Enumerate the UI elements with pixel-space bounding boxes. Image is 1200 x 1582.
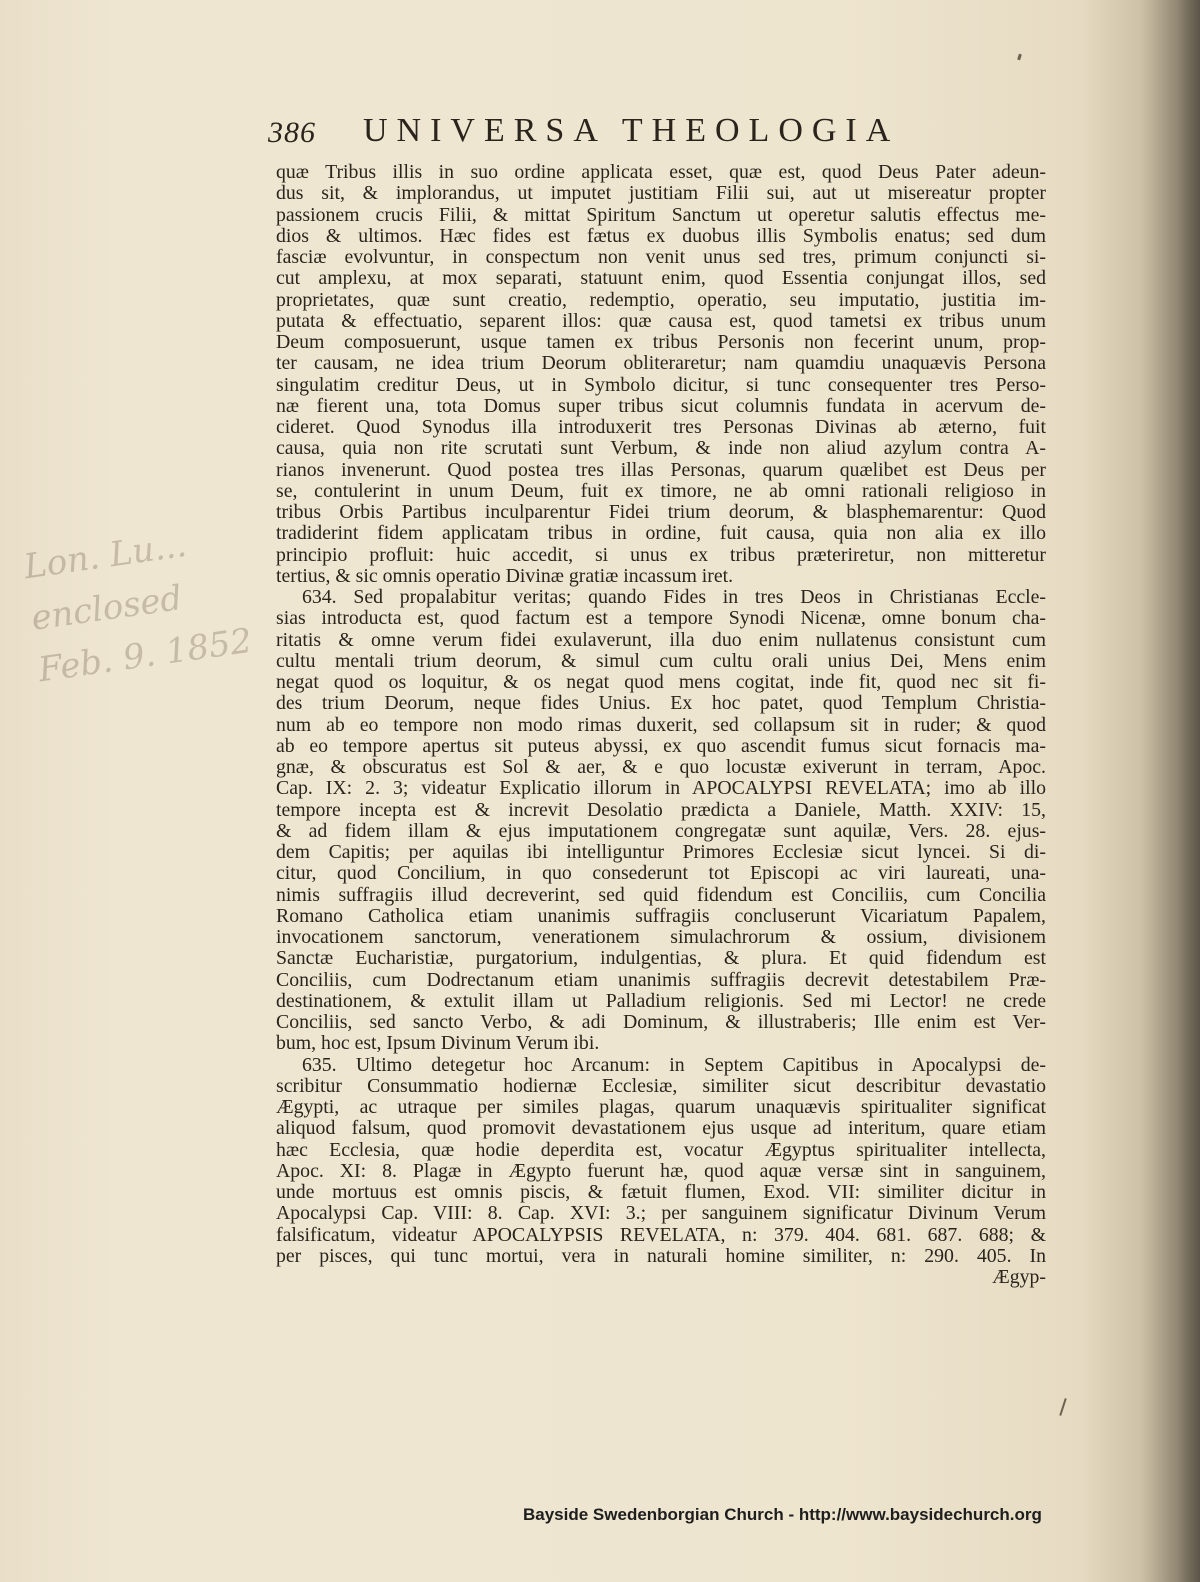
- text-line: singulatim creditur Deus, ut in Symbolo dicitur, si tunc consequenter tres Perso-: [276, 374, 1046, 396]
- text-line: quæ Tribus illis in suo ordine applicata esset, quæ est, quod Deus Pater adeun-: [276, 162, 1046, 183]
- text-line: dem Capitis; per aquilas ibi intelliguntur Primores Ecclesiæ sicut lyncei. Si di-: [276, 842, 1046, 863]
- stray-ink-mark: [1059, 1398, 1066, 1416]
- margin-note-line: enclosed: [28, 578, 185, 639]
- text-line: bum, hoc est, Ipsum Divinum Verum ibi.: [276, 1033, 600, 1055]
- text-line: destinationem, & extulit illam ut Palladium religionis. Sed mi Lector! ne crede: [276, 990, 1046, 1012]
- paragraph-start-635: 635. Ultimo detegetur hoc Arcanum: in Septem Capitibus in Apocalypsi de-: [302, 1054, 1046, 1076]
- text-line: Apoc. XI: 8. Plagæ in Ægypto fuerunt hæ, quod aquæ versæ sint in sanguinem,: [276, 1160, 1046, 1182]
- text-line: Ægypti, ac utraque per similes plagas, quarum unaquævis spiritualiter significat: [276, 1097, 1046, 1118]
- text-line: aliquod falsum, quod promovit devastationem ejus usque ad interitum, quare etiam: [276, 1118, 1046, 1140]
- body-text: [276, 162, 1046, 1288]
- margin-note-line: Feb. 9. 1852: [35, 620, 255, 691]
- text-line: invocationem sanctorum, venerationem simulachrorum & ossium, divisionem: [276, 927, 1046, 948]
- text-line: rianos invenerunt. Quod postea tres illas Personas, quarum quælibet est Deus per: [276, 459, 1046, 481]
- text-line: tribus Orbis Partibus inculparentur Fidei trium deorum, & blasphemarentur: Quod: [276, 502, 1046, 523]
- stray-ink-mark: [1017, 54, 1022, 61]
- text-line: Conciliis, cum Dodrectanum etiam unanimis suffragiis decrevit detestabilem Præ-: [276, 969, 1046, 991]
- text-line: tempore incepta est & increvit Desolatio prædicta a Daniele, Matth. XXIV: 15,: [276, 799, 1046, 821]
- text-line: se, contulerint in unum Deum, fuit ex timore, ne ab omni rationali religioso in: [276, 480, 1046, 502]
- text-line: passionem crucis Filii, & mittat Spiritum Sanctum ut operetur salutis effectus me-: [276, 204, 1046, 226]
- text-line: ter causam, ne idea trium Deorum obliteraretur; nam quamdiu unaquævis Persona: [276, 353, 1046, 375]
- page-number: 386: [268, 116, 316, 149]
- text-line: gnæ, & obscuratus est Sol & aer, & e quo locustæ exiverunt in terram, Apoc.: [276, 757, 1046, 778]
- text-line: tertius, & sic omnis operatio Divinæ gratiæ incassum iret.: [276, 565, 734, 587]
- text-line: fasciæ evolvuntur, in conspectum non venit unus sed tres, primum conjuncti si-: [276, 247, 1046, 268]
- text-line: principio profluit: huic accedit, si unus ex tribus præteriretur, non mitteretur: [276, 544, 1046, 566]
- text-line: hæc Ecclesia, quæ hodie deperdita est, vocatur Ægyptus spiritualiter intellecta,: [276, 1139, 1046, 1161]
- text-line: putata & effectuatio, separent illos: quæ causa est, quod tametsi ex tribus unum: [276, 310, 1046, 332]
- text-line: Apocalypsi Cap. VIII: 8. Cap. XVI: 3.; per sanguinem significatur Divinum Verum: [276, 1203, 1046, 1225]
- margin-note-line: Lon. Lu...: [21, 524, 189, 588]
- paragraph-start-634: 634. Sed propalabitur veritas; quando Fides in tres Deos in Christianas Eccle-: [302, 587, 1046, 608]
- page-header: [268, 112, 958, 152]
- text-line: ritatis & omne verum fidei exulaverunt, illa duo enim nullatenus consistunt cum: [276, 629, 1046, 651]
- text-line: falsificatum, videatur APOCALYPSIS REVELATA, n: 379. 404. 681. 687. 688; &: [276, 1224, 1046, 1246]
- running-title: UNIVERSA THEOLOGIA: [363, 112, 900, 149]
- text-line: cideret. Quod Synodus illa introduxerit tres Personas Divinas ab æterno, fuit: [276, 417, 1046, 438]
- text-line: proprietates, quæ sunt creatio, redemptio, operatio, seu imputatio, justitia im-: [276, 289, 1046, 311]
- handwritten-margin-note: [21, 510, 270, 691]
- text-line: cultu mentali trium deorum, & simul cum cultu orali unius Dei, Mens enim: [276, 650, 1046, 672]
- text-line: unde mortuus est omnis piscis, & fætuit flumen, Exod. VII: similiter dicitur in: [276, 1182, 1046, 1203]
- text-line: ab eo tempore apertus sit puteus abyssi, ex quo ascendit fumus sicut fornacis ma-: [276, 735, 1046, 757]
- text-line: Sanctæ Eucharistiæ, purgatorium, indulgentias, & plura. Et quid fidendum est: [276, 948, 1046, 970]
- text-line: negat quod os loquitur, & os negat quod mens cogitat, inde fit, quod nec sit fi-: [276, 672, 1046, 693]
- text-line: citur, quod Concilium, in quo consederunt tot Episcopi ac viri laureati, una-: [276, 863, 1046, 885]
- text-line: cut amplexu, at mox separati, statuunt enim, quod Essentia conjungat illos, sed: [276, 268, 1046, 290]
- binding-shadow: [1140, 0, 1200, 1582]
- text-line: Cap. IX: 2. 3; videatur Explicatio illorum in APOCALYPSI REVELATA; imo ab illo: [276, 778, 1046, 800]
- text-line: dios & ultimos. Hæc fides est fætus ex duobus illis Symbolis enatus; sed dum: [276, 225, 1046, 247]
- text-line: sias introducta est, quod factum est a tempore Synodi Nicenæ, omne bonum cha-: [276, 608, 1046, 630]
- scan-credit: Bayside Swedenborgian Church - http://www.baysidechurch.org: [523, 1505, 1042, 1524]
- text-line: scribitur Consummatio hodiernæ Ecclesiæ, similiter sicut describitur devastatio: [276, 1075, 1046, 1097]
- text-line: Romano Catholica etiam unanimis suffragiis concluserunt Vicariatum Papalem,: [276, 905, 1046, 927]
- text-line: næ fierent una, tota Domus super tribus sicut columnis fundata in acervum de-: [276, 395, 1046, 417]
- text-line: causa, quia non rite scrutati sunt Verbum, & inde non aliud azylum contra A-: [276, 438, 1046, 460]
- catchword: Ægyp-: [992, 1267, 1046, 1288]
- text-line: des trium Deorum, neque fides Unius. Ex hoc patet, quod Templum Christia-: [276, 693, 1046, 715]
- text-line: dus sit, & implorandus, ut imputet justitiam Filii sui, aut ut misereatur propter: [276, 183, 1046, 205]
- text-line: nimis suffragiis illud decreverint, sed quid fidendum est Conciliis, cum Concilia: [276, 884, 1046, 906]
- text-line: Deum composuerunt, usque tamen ex tribus Personis non fecerint unum, prop-: [276, 332, 1046, 353]
- text-line: tradiderint fidem applicatam tribus in ordine, fuit causa, quia non alia ex illo: [276, 523, 1046, 545]
- text-line: num ab eo tempore non modo rimas duxerit, sed collapsum sit in ruder; & quod: [276, 714, 1046, 736]
- text-line: & ad fidem illam & ejus imputationem congregatæ sunt aquilæ, Vers. 28. ejus-: [276, 820, 1046, 842]
- text-line: per pisces, qui tunc mortui, vera in naturali homine similiter, n: 290. 405. In: [276, 1245, 1046, 1267]
- text-line: Conciliis, sed sancto Verbo, & adi Dominum, & illustraberis; Ille enim est Ver-: [276, 1012, 1046, 1033]
